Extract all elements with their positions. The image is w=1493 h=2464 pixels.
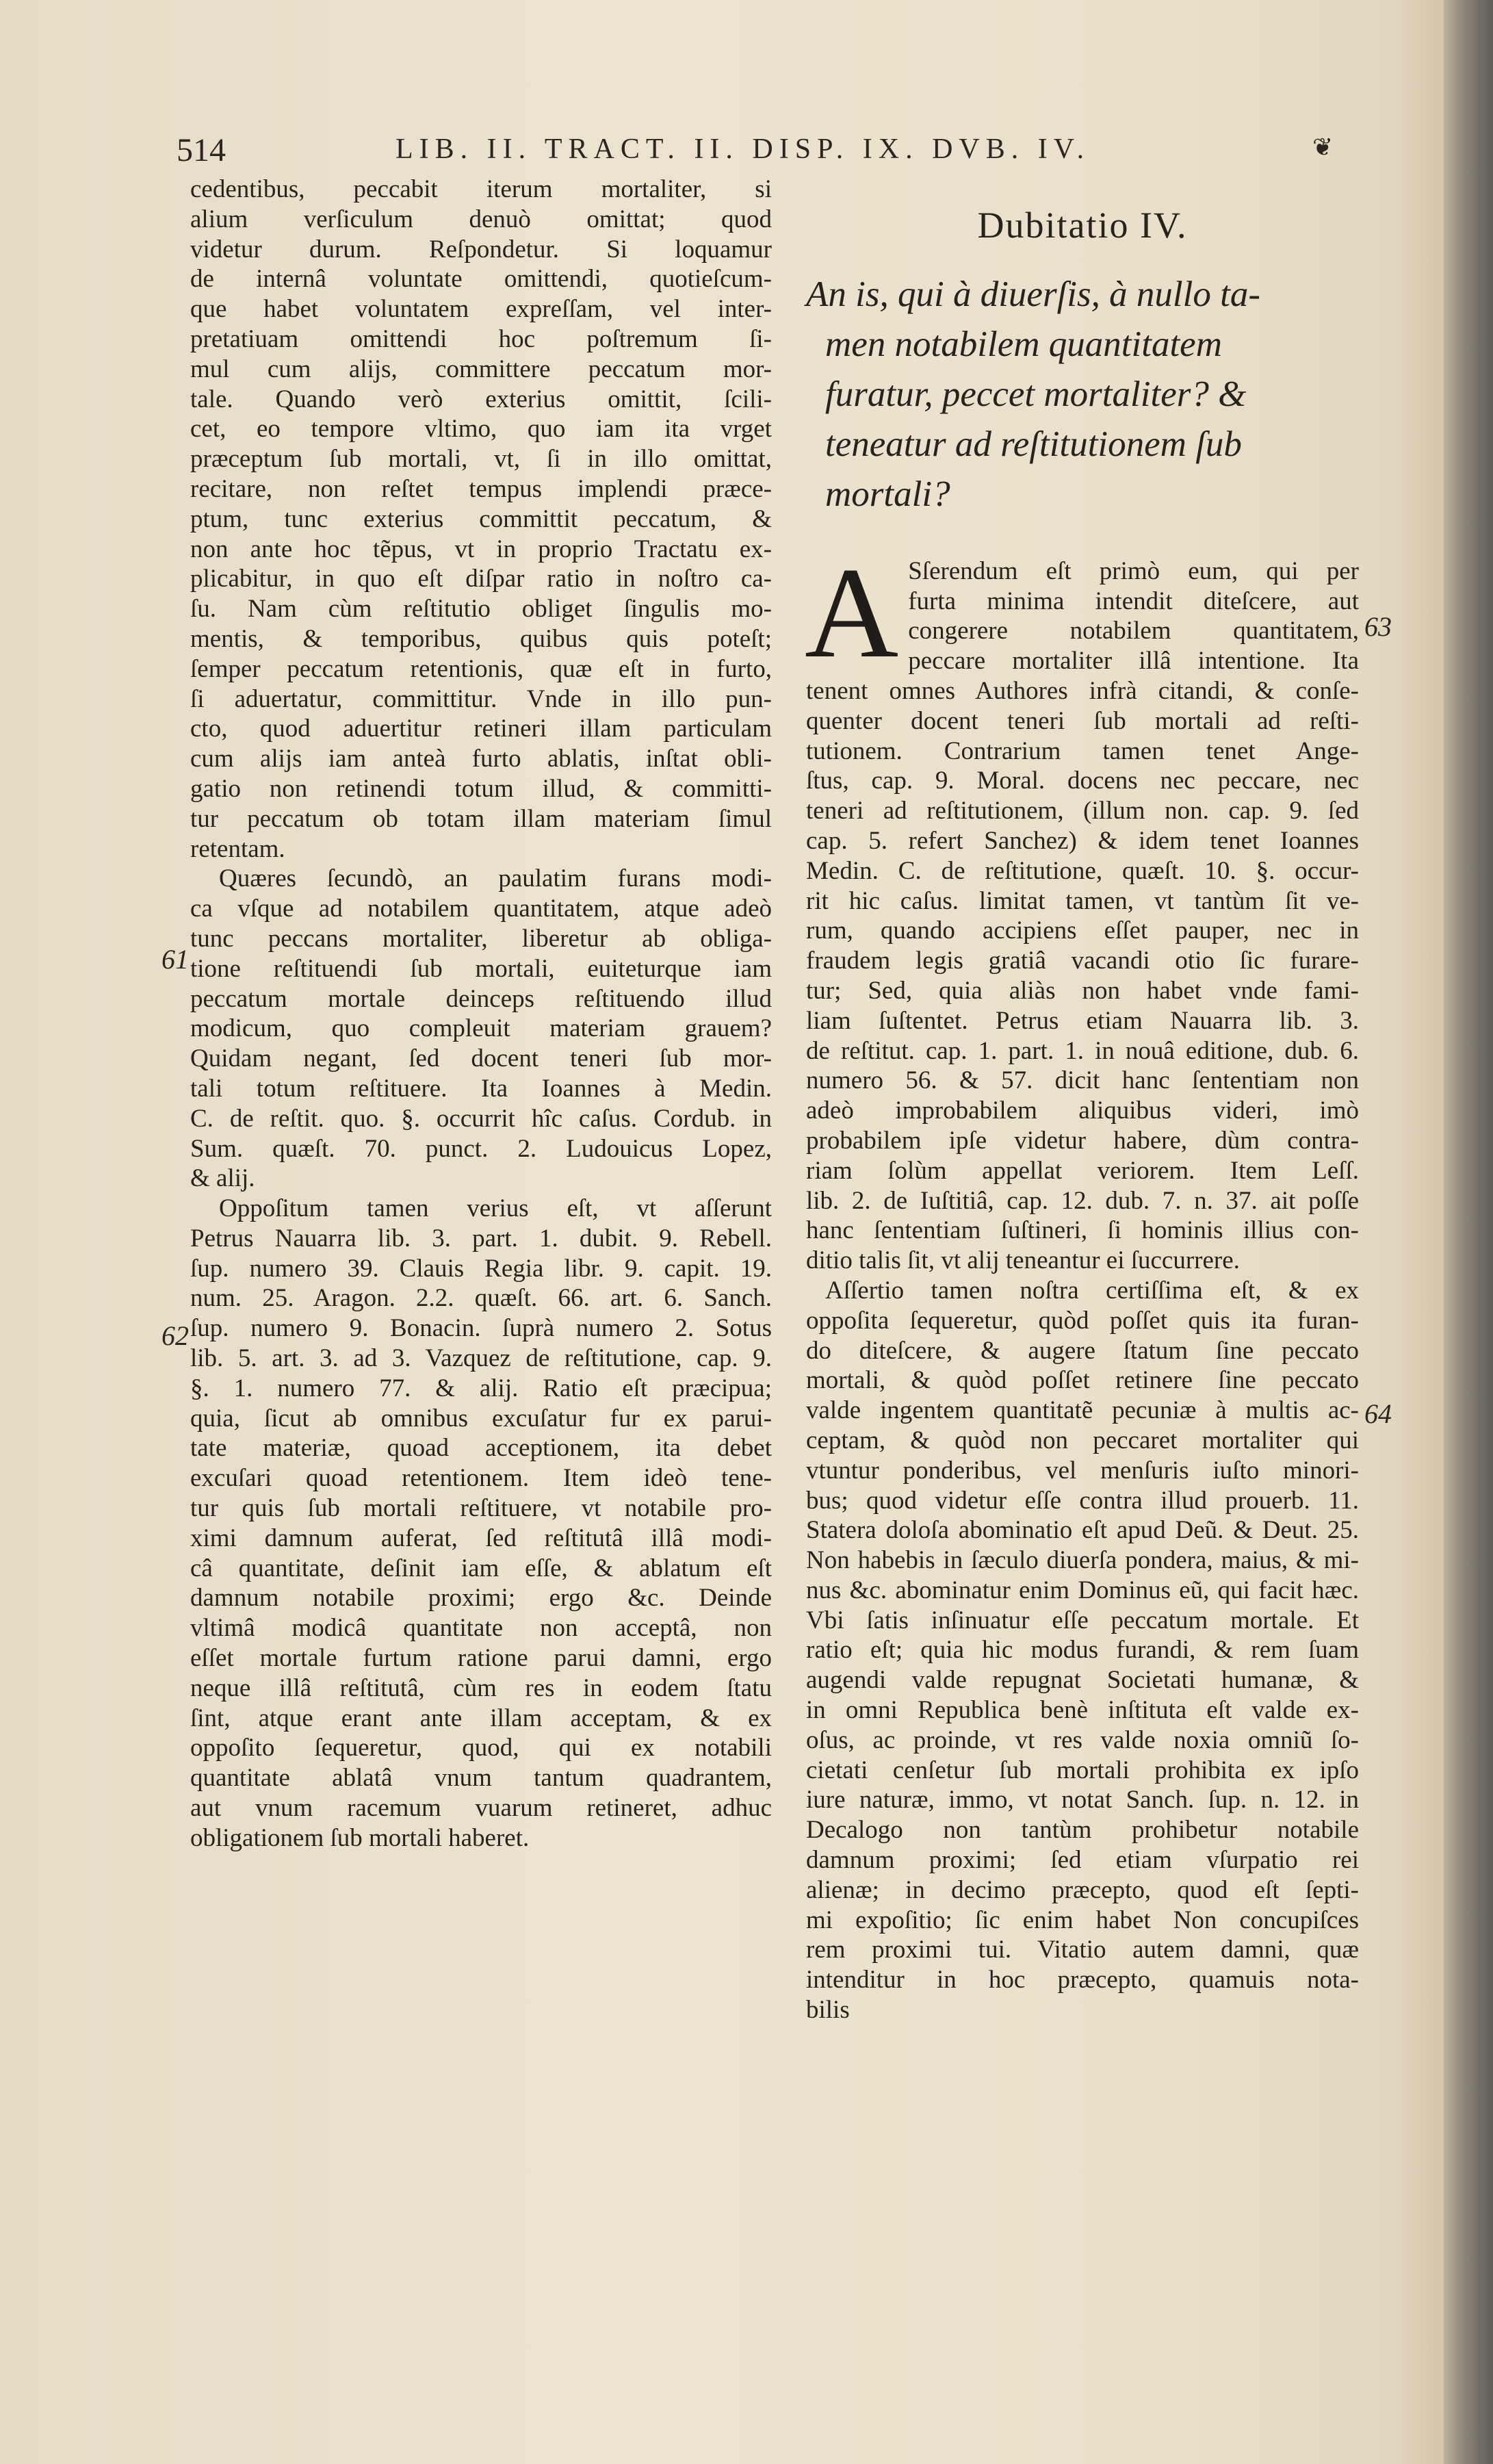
left-line: tale. Quando verò exterius omittit, ſcili- <box>190 385 772 413</box>
right-column <box>806 205 1359 2025</box>
ornament-icon: ❦ <box>1312 133 1334 161</box>
left-line: ſu. Nam cùm reſtitutio obliget ſingulis mo- <box>190 595 772 624</box>
left-line: ca vſque ad notabilem quantitatem, atque adeò <box>190 895 772 923</box>
left-line: Oppoſitum tamen verius eſt, vt aſſerunt <box>219 1194 772 1223</box>
right-line: ditio talis ſit, vt alij teneantur ei ſuccurrere. <box>806 1246 1240 1275</box>
right-line: Medin. C. de reſtitutione, quæſt. 10. §. occur- <box>806 856 1359 885</box>
right-line: in omni Republica benè inſtituta eſt valde ex- <box>806 1696 1359 1725</box>
left-line: quia, ſicut ab omnibus excuſatur fur ex parui- <box>190 1404 772 1433</box>
first-paragraph <box>805 541 1359 2025</box>
right-line: alienæ; in decimo præcepto, quod eſt ſepti- <box>806 1875 1359 1904</box>
right-line: mortali, & quòd poſſet retinere ſine peccato <box>806 1366 1359 1395</box>
right-line: oſus, ac proinde, vt res valde noxia omniũ ſo- <box>806 1725 1359 1754</box>
right-body-text <box>805 541 1359 2025</box>
left-line: Petrus Nauarra lib. 3. part. 1. dubit. 9. Rebell. <box>190 1224 772 1253</box>
right-line: mi expoſitio; ſic enim habet Non concupiſces <box>806 1905 1359 1934</box>
page-edge <box>1444 0 1493 2464</box>
left-line: tunc peccans mortaliter, liberetur ab obliga- <box>190 924 772 953</box>
left-line: cedentibus, peccabit iterum mortaliter, si <box>190 175 772 203</box>
left-line: obligationem ſub mortali haberet. <box>190 1823 530 1852</box>
left-line: mentis, & temporibus, quibus quis poteſt; <box>190 624 772 653</box>
right-line: ceptam, & quòd non peccaret mortaliter qui <box>806 1426 1359 1454</box>
left-line: modicum, quo compleuit materiam grauem? <box>190 1014 772 1043</box>
right-line: cietati cenſetur ſub mortali prohibita ex ipſo <box>806 1756 1359 1784</box>
margin-number-62: 62 <box>161 1320 189 1351</box>
right-line: riam ſolùm appellat veriorem. Item Leſſ. <box>806 1156 1359 1185</box>
right-line: augendi valde repugnat Societati humanæ, & <box>806 1666 1359 1695</box>
right-line: teneri ad reſtitutionem, (illum non. cap. 9. ſed <box>806 797 1359 825</box>
right-line: Sſerendum eſt primò eum, qui per <box>908 556 1359 585</box>
right-line: bilis <box>806 1996 850 2025</box>
question-line: teneatur ad reſtitutionem ſub <box>825 424 1242 464</box>
left-line: vltimâ modicâ quantitate non acceptâ, non <box>190 1614 772 1643</box>
left-column <box>190 175 772 1853</box>
left-line: ptum, tunc exterius committit peccatum, & <box>190 504 772 533</box>
right-line: bus; quod videtur eſſe contra illud prouerb. 11. <box>806 1486 1359 1515</box>
left-line: C. de reſtit. quo. §. occurrit hîc caſus. Cordub. in <box>190 1104 772 1133</box>
right-line: lib. 2. de Iuſtitiâ, cap. 12. dub. 7. n. 37. ait poſſe <box>806 1186 1359 1215</box>
left-line: ſi aduertatur, committitur. Vnde in illo pun- <box>190 684 772 713</box>
question-line: men notabilem quantitatem <box>825 324 1222 364</box>
right-line: liam ſuſtentet. Petrus etiam Nauarra lib. 3. <box>806 1006 1359 1035</box>
left-line: pretatiuam omittendi hoc poſtremum ſi- <box>190 324 772 353</box>
left-line: eſſet mortale furtum ratione parui damni, ergo <box>190 1644 772 1673</box>
right-line: intenditur in hoc præcepto, quamuis nota- <box>806 1966 1359 1994</box>
left-line: plicabitur, in quo eſt diſpar ratio in noſtro ca- <box>190 565 772 593</box>
left-line: num. 25. Aragon. 2.2. quæſt. 66. art. 6. Sanch. <box>190 1284 772 1313</box>
running-title: LIB. II. TRACT. II. DISP. IX. DVB. IV. <box>395 133 1091 165</box>
question-line: furatur, peccet mortaliter? & <box>825 374 1247 414</box>
right-line: tur; Sed, quia aliàs non habet vnde fami- <box>806 976 1359 1005</box>
left-line: excuſari quoad retentionem. Item ideò tene- <box>190 1464 772 1493</box>
left-line: recitare, non reſtet tempus implendi præce- <box>190 474 772 503</box>
right-line: peccare mortaliter illâ intentione. Ita <box>908 647 1359 676</box>
left-line: videtur durum. Reſpondetur. Si loquamur <box>190 235 772 264</box>
left-line: de internâ voluntate omittendi, quotieſcum- <box>190 265 772 294</box>
right-line: Aſſertio tamen noſtra certiſſima eſt, & ex <box>825 1276 1359 1305</box>
right-line: probabilem ipſe videtur habere, dùm contra- <box>806 1126 1359 1155</box>
left-line: præceptum ſub mortali, vt, ſi in illo omittat, <box>190 445 772 474</box>
left-line: ſemper peccatum retentionis, quæ eſt in furto, <box>190 654 772 683</box>
right-line: furta minima intendit diteſcere, aut <box>908 587 1359 615</box>
left-line: tali totum reſtituere. Ita Ioannes à Medin. <box>190 1074 772 1103</box>
left-line: neque illâ reſtitutâ, cùm res in eodem ſtatu <box>190 1673 772 1702</box>
left-line: alium verſiculum denuò omittat; quod <box>190 205 772 233</box>
right-line: tutionem. Contrarium tamen tenet Ange- <box>806 736 1359 765</box>
right-line: ratio eſt; quia hic modus furandi, & rem ſuam <box>806 1636 1359 1665</box>
left-line: que habet voluntatem expreſſam, vel inter- <box>190 295 772 324</box>
left-line: aut vnum racemum vuarum retineret, adhuc <box>190 1794 772 1823</box>
right-line: quenter docent teneri ſub mortali ad reſti- <box>806 706 1359 735</box>
margin-number-63: 63 <box>1364 611 1392 642</box>
right-line: numero 56. & 57. dicit hanc ſententiam non <box>806 1066 1359 1095</box>
right-line: valde ingentem quantitatẽ pecuniæ à multis ac- <box>806 1396 1359 1425</box>
left-line: non ante hoc tẽpus, vt in proprio Tractatu ex- <box>190 535 772 563</box>
left-line: damnum notabile proximi; ergo &c. Deinde <box>190 1584 772 1613</box>
margin-number-64: 64 <box>1364 1398 1392 1429</box>
right-line: Non habebis in ſæculo diuerſa pondera, maius, & mi- <box>806 1546 1359 1575</box>
right-line: de reſtitut. cap. 1. part. 1. in nouâ editione, dub. 6. <box>806 1036 1359 1065</box>
left-line: gatio non retinendi totum illud, & committi- <box>190 774 772 803</box>
right-line: do diteſcere, & augere ſtatum ſine peccato <box>806 1336 1359 1365</box>
left-line: Quæres ſecundò, an paulatim furans modi- <box>219 864 772 893</box>
left-line: cet, eo tempore vltimo, quo iam ita vrget <box>190 415 772 444</box>
margin-number-61: 61 <box>161 944 189 975</box>
right-line: Statera doloſa abominatio eſt apud Deũ. & Deut. 25. <box>806 1516 1359 1545</box>
right-line: ſtus, cap. 9. Moral. docens nec peccare, nec <box>806 767 1359 795</box>
right-line: rum, quando accipiens eſſet pauper, nec in <box>806 916 1359 945</box>
right-line: nus &c. abominatur enim Dominus eũ, qui facit hæc. <box>806 1576 1359 1604</box>
left-line: ſint, atque erant ante illam acceptam, & ex <box>190 1704 772 1732</box>
left-line: ximi damnum auferat, ſed reſtitutâ illâ modi- <box>190 1524 772 1552</box>
page-number: 514 <box>177 132 226 168</box>
right-line: iure naturæ, immo, vt notat Sanch. ſup. n. 12. in <box>806 1786 1359 1814</box>
right-line: damnum proximi; ſed etiam vſurpatio rei <box>806 1846 1359 1875</box>
left-line: tione reſtituendi ſub mortali, euiteturque iam <box>190 954 772 983</box>
question-heading <box>806 270 1359 519</box>
left-line: cum alijs iam anteà furto ablatis, inſtat obli- <box>190 745 772 773</box>
running-head <box>177 131 1353 172</box>
left-line: mul cum alijs, committere peccatum mor- <box>190 355 772 383</box>
drop-capital: A <box>805 541 899 685</box>
right-line: rit hic caſus. limitat tamen, vt tantùm ſit ve- <box>806 886 1359 915</box>
right-line: fraudem legis gratiâ vacandi otio ſic furare- <box>806 947 1359 975</box>
right-line: Vbi ſatis inſinuatur eſſe peccatum mortale. Et <box>806 1606 1359 1634</box>
left-line: tur peccatum ob totam illam materiam ſimul <box>190 804 772 833</box>
left-line: peccatum mortale deinceps reſtituendo illud <box>190 984 772 1013</box>
right-line: oppoſita ſequeretur, quòd poſſet quis ita furan- <box>806 1306 1359 1335</box>
left-line: ſup. numero 9. Bonacin. ſuprà numero 2. Sotus <box>190 1314 772 1343</box>
right-line: tenent omnes Authores infrà citandi, & conſe- <box>806 676 1359 705</box>
left-line: tur quis ſub mortali reſtituere, vt notabile pro- <box>190 1494 772 1523</box>
section-title: Dubitatio IV. <box>977 205 1188 246</box>
right-line: congerere notabilem quantitatem, <box>908 617 1359 645</box>
right-line: rem proximi tui. Vitatio autem damni, quæ <box>806 1936 1359 1964</box>
left-line: oppoſito ſequeretur, quod, qui ex notabili <box>190 1734 772 1762</box>
left-line: & alij. <box>190 1164 255 1193</box>
right-line: vtuntur ponderibus, vel menſuris iuſto minori- <box>806 1456 1359 1485</box>
left-line: ſup. numero 39. Clauis Regia libr. 9. capit. 19. <box>190 1254 772 1283</box>
left-line: câ quantitate, deſinit iam eſſe, & ablatum eſt <box>190 1554 772 1582</box>
left-line: Quidam negant, ſed docent teneri ſub mor- <box>190 1044 772 1073</box>
left-line: lib. 5. art. 3. ad 3. Vazquez de reſtitutione, cap. 9. <box>190 1344 772 1373</box>
left-line: quantitate ablatâ vnum tantum quadrantem, <box>190 1764 772 1793</box>
right-line: Decalogo non tantùm prohibetur notabile <box>806 1816 1359 1845</box>
left-line: tate materiæ, quoad acceptionem, ita debet <box>190 1434 772 1463</box>
left-line: Sum. quæſt. 70. punct. 2. Ludouicus Lopez, <box>190 1134 772 1163</box>
left-line: cto, quod aduertitur retineri illam particulam <box>190 715 772 743</box>
question-line: mortali? <box>825 474 950 514</box>
right-line: hanc ſententiam ſuſtineri, ſi hominis illius con- <box>806 1216 1359 1245</box>
left-line: §. 1. numero 77. & alij. Ratio eſt præcipua; <box>190 1374 772 1402</box>
right-line: adeò improbabilem aliquibus videri, imò <box>806 1096 1359 1125</box>
question-line: An is, qui à diuerſis, à nullo ta- <box>806 274 1260 314</box>
left-line: retentam. <box>190 834 285 863</box>
right-line: cap. 5. refert Sanchez) & idem tenet Ioannes <box>806 826 1359 855</box>
